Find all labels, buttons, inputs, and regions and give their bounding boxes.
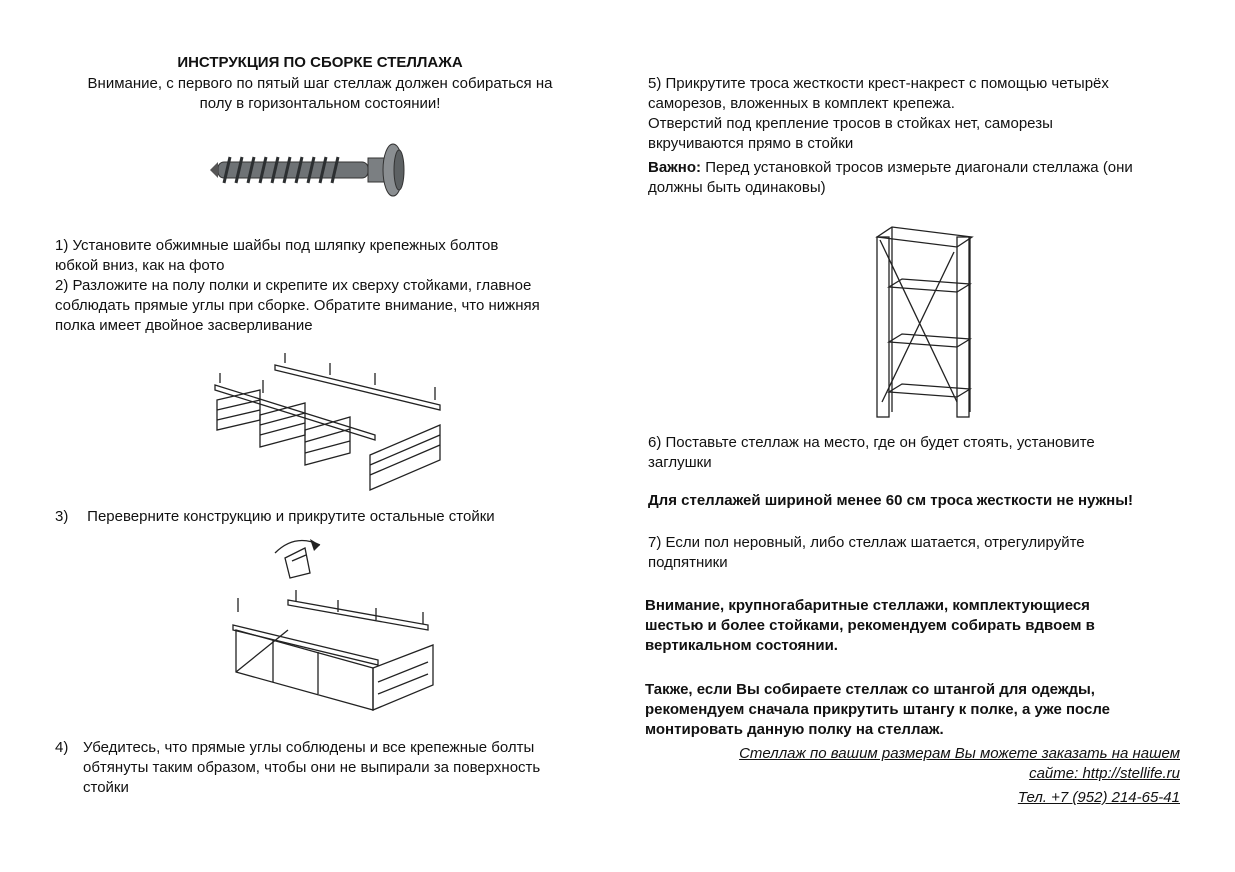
important-text: Перед установкой тросов измерьте диагонали стеллажа (они xyxy=(701,159,1133,176)
step6-line: 6) Поставьте стеллаж на место, где он будет стоять, установите xyxy=(648,434,1095,451)
important-line: должны быть одинаковы) xyxy=(648,179,826,196)
website-link[interactable]: сайте: http://stellife.ru xyxy=(1029,765,1180,782)
step-5 xyxy=(648,74,1208,154)
phone-number: Тел. +7 (952) 214-65-41 xyxy=(1017,789,1180,806)
step1-line: 1) Установите обжимные шайбы под шляпку крепежных болтов xyxy=(55,237,499,254)
step5-line: вкручиваются прямо в стойки xyxy=(648,135,854,152)
important-label: Важно: xyxy=(648,159,702,176)
warning-clothes-rod xyxy=(645,680,1205,740)
warning-line: шестью и более стойками, рекомендуем собирать вдвоем в xyxy=(645,617,1095,634)
step4-line: стойки xyxy=(83,779,129,796)
step5-line: саморезов, вложенных в комплект крепежа. xyxy=(648,95,955,112)
step2-line: 2) Разложите на полу полки и скрепите их сверху стойками, главное xyxy=(55,277,532,294)
screw-image xyxy=(210,140,410,210)
step1-line: юбкой вниз, как на фото xyxy=(55,257,225,274)
step4-number: 4) xyxy=(55,739,69,756)
step-6 xyxy=(648,433,1208,473)
step5-line: 5) Прикрутите троса жесткости крест-накрест с помощью четырёх xyxy=(648,75,1109,92)
step4-line: обтянуты таким образом, чтобы они не выпирали за поверхность xyxy=(83,759,541,776)
warning-line: Также, если Вы собираете стеллаж со штангой для одежды, xyxy=(645,681,1095,698)
step5-line: Отверстий под крепление тросов в стойках нет, саморезы xyxy=(648,115,1053,132)
step-3 xyxy=(55,507,595,527)
warning-line: Внимание, крупногабаритные стеллажи, комплектующиеся xyxy=(645,597,1090,614)
warning-line: рекомендуем сначала прикрутить штангу к полке, а уже после xyxy=(645,701,1111,718)
flip-arrow-icon xyxy=(270,533,330,578)
order-info xyxy=(640,744,1180,784)
important-note xyxy=(648,158,1208,198)
step4-line: Убедитесь, что прямые углы соблюдены и все крепежные болты xyxy=(83,739,535,756)
order-line: Стеллаж по вашим размерам Вы можете заказать на нашем xyxy=(739,745,1180,762)
step2-line: соблюдать прямые углы при сборке. Обратите внимание, что нижняя xyxy=(55,297,540,314)
step7-line: подпятники xyxy=(648,554,728,571)
warning-line: вертикальном состоянии. xyxy=(645,637,838,654)
step-4 xyxy=(55,738,595,798)
narrow-shelf-note: Для стеллажей шириной менее 60 см троса жесткости не нужны! xyxy=(648,492,1134,509)
intro-line: полу в горизонтальном состоянии! xyxy=(199,95,441,112)
step-1 xyxy=(55,236,595,336)
warning-large-shelves xyxy=(645,596,1205,656)
step-7 xyxy=(648,533,1208,573)
intro-line: Внимание, с первого по пятый шаг стеллаж должен собираться на xyxy=(87,75,553,92)
page-title: ИНСТРУКЦИЯ ПО СБОРКЕ СТЕЛЛАЖА xyxy=(177,54,463,71)
flipped-structure-illustration xyxy=(228,590,438,720)
upright-shelf-illustration xyxy=(862,222,982,422)
warning-line: монтировать данную полку на стеллаж. xyxy=(645,721,944,738)
shelves-floor-illustration xyxy=(205,345,450,495)
step3-number: 3) xyxy=(55,508,69,525)
step6-line: заглушки xyxy=(648,454,712,471)
step7-line: 7) Если пол неровный, либо стеллаж шатается, отрегулируйте xyxy=(648,534,1085,551)
intro-text xyxy=(50,74,590,114)
step3-text: Переверните конструкцию и прикрутите остальные стойки xyxy=(87,508,495,525)
step2-line: полка имеет двойное засверливание xyxy=(55,317,313,334)
